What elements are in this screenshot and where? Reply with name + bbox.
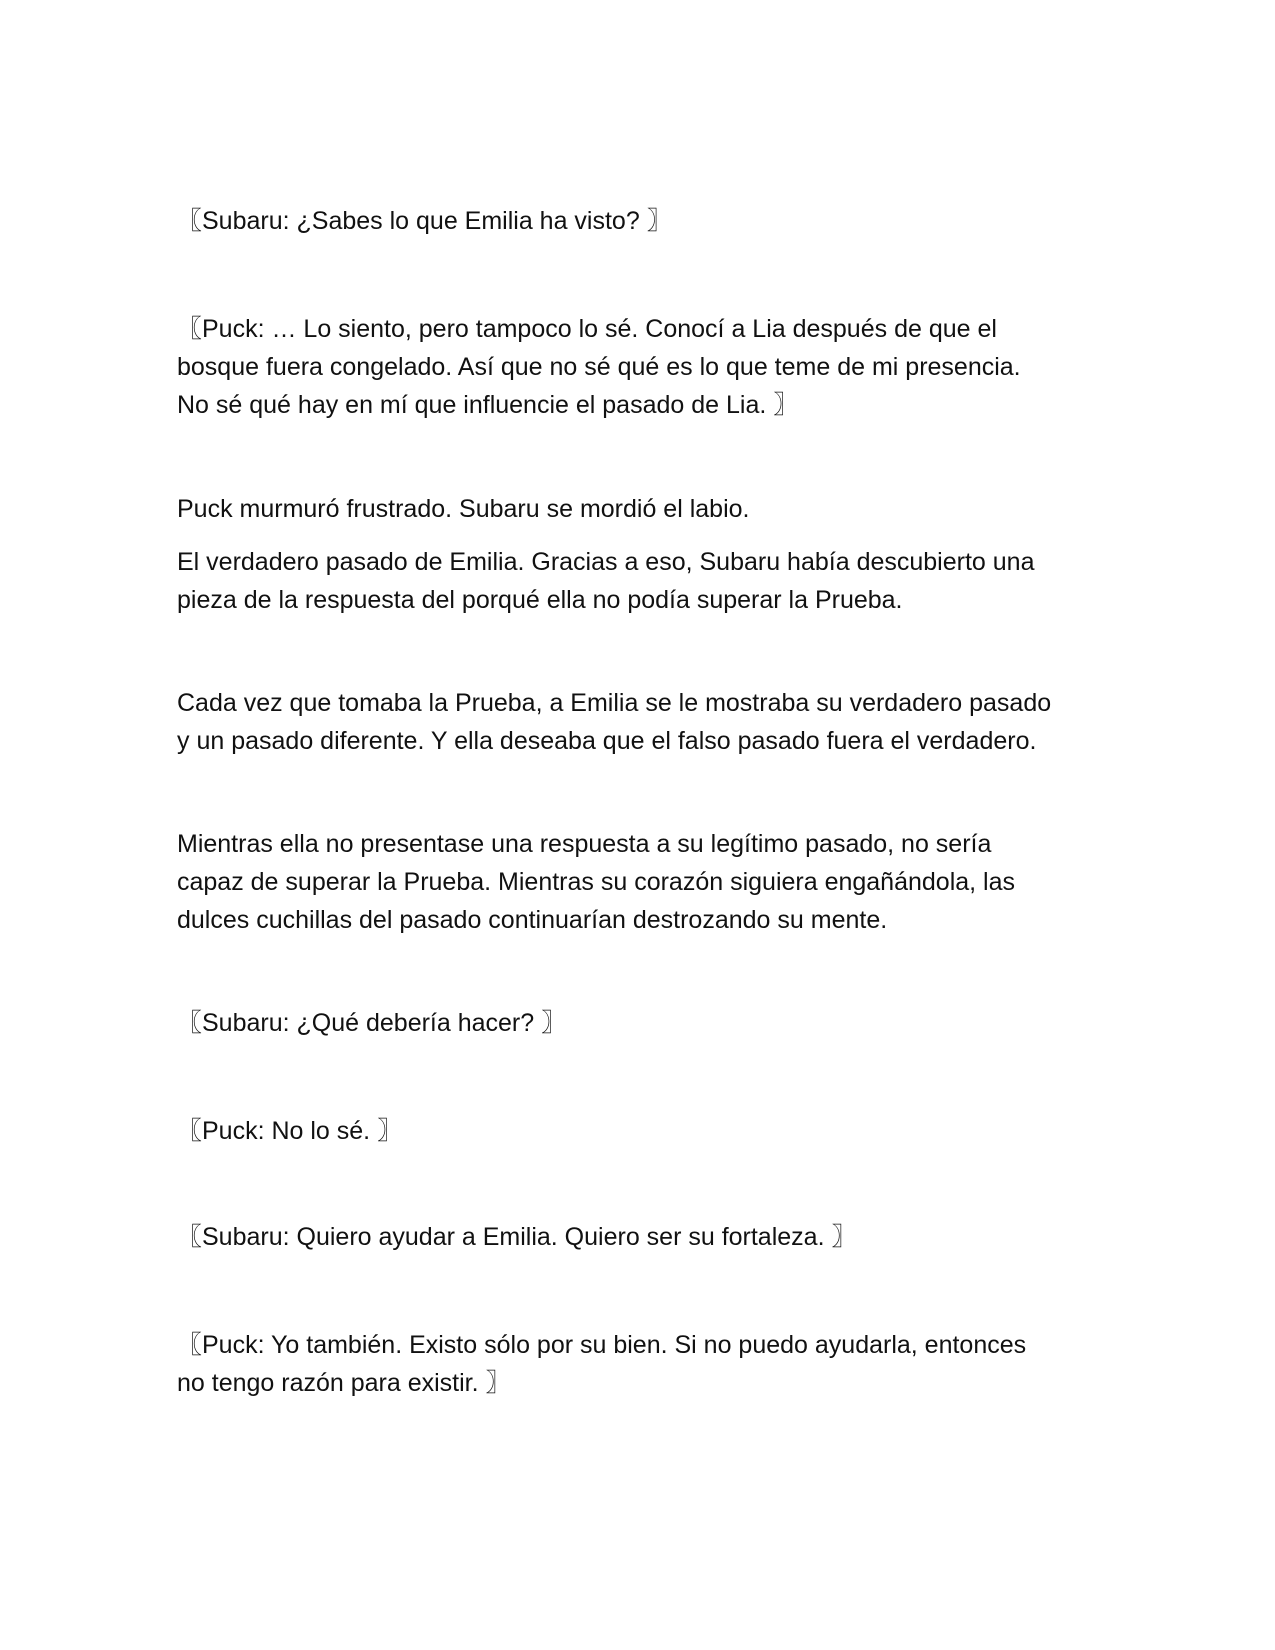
text-line: 〖Subaru: ¿Sabes lo que Emilia ha visto? 〗: [177, 207, 672, 235]
narration-paragraph-4: [177, 825, 1097, 939]
text-line: dulces cuchillas del pasado continuarían destrozando su mente.: [177, 906, 888, 934]
text-line: 〖Subaru: Quiero ayudar a Emilia. Quiero ser su fortaleza. 〗: [177, 1223, 857, 1251]
text-line: Puck murmuró frustrado. Subaru se mordió el labio.: [177, 495, 750, 523]
dialogue-subaru-1: [177, 202, 1097, 240]
text-line: y un pasado diferente. Y ella deseaba que el falso pasado fuera el verdadero.: [177, 727, 1037, 755]
text-line: pieza de la respuesta del porqué ella no podía superar la Prueba.: [177, 586, 903, 614]
narration-paragraph-1: [177, 490, 1097, 528]
dialogue-subaru-2: [177, 1004, 1097, 1042]
text-line: 〖Puck: … Lo siento, pero tampoco lo sé. Conocí a Lia después de que el: [177, 315, 997, 343]
text-line: no tengo razón para existir. 〗: [177, 1369, 511, 1397]
text-line: bosque fuera congelado. Así que no sé qué es lo que teme de mi presencia.: [177, 353, 1021, 381]
narration-paragraph-3: [177, 684, 1097, 760]
dialogue-puck-1: [177, 310, 1097, 424]
text-line: 〖Puck: Yo también. Existo sólo por su bien. Si no puedo ayudarla, entonces: [177, 1331, 1027, 1359]
text-line: Cada vez que tomaba la Prueba, a Emilia se le mostraba su verdadero pasado: [177, 689, 1052, 717]
text-line: capaz de superar la Prueba. Mientras su corazón siguiera engañándola, las: [177, 868, 1016, 896]
text-line: Mientras ella no presentase una respuesta a su legítimo pasado, no sería: [177, 830, 992, 858]
text-line: No sé qué hay en mí que influencie el pasado de Lia. 〗: [177, 391, 799, 419]
text-line: 〖Puck: No lo sé. 〗: [177, 1117, 403, 1145]
dialogue-subaru-3: [177, 1218, 1097, 1256]
text-line: El verdadero pasado de Emilia. Gracias a eso, Subaru había descubierto una: [177, 548, 1035, 576]
text-line: 〖Subaru: ¿Qué debería hacer? 〗: [177, 1009, 567, 1037]
narration-paragraph-2: [177, 543, 1097, 619]
dialogue-puck-3: [177, 1326, 1097, 1402]
dialogue-puck-2: [177, 1112, 1097, 1150]
